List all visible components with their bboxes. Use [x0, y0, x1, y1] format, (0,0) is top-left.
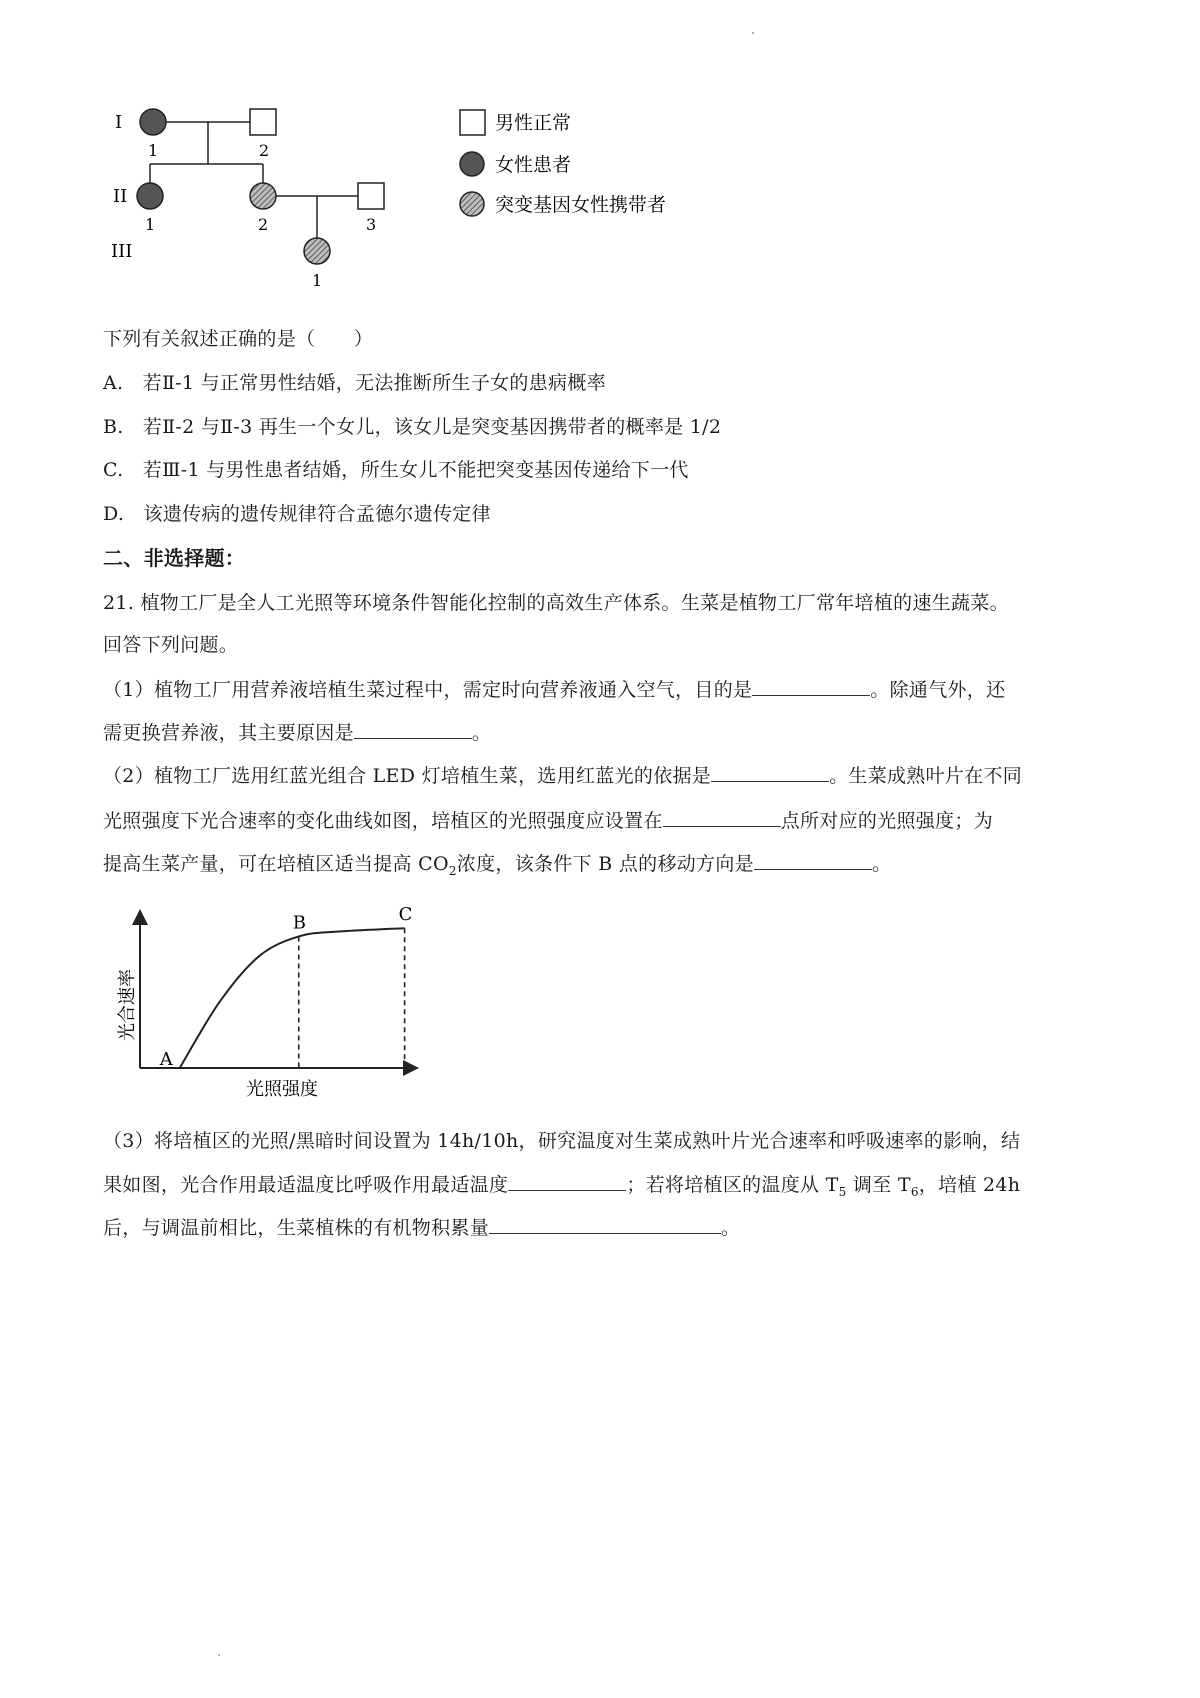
legend-hatched-circle-icon: [460, 192, 484, 216]
individual-I-1: [140, 109, 166, 135]
legend-label-female-patient: 女性患者: [495, 154, 572, 176]
generation-label-3: III: [111, 241, 133, 262]
individual-II-3: [358, 183, 384, 209]
individual-II-1: [137, 183, 163, 209]
answer-blank[interactable]: [508, 1172, 626, 1191]
question-21-intro-cont: 回答下列问题。: [103, 634, 239, 656]
question-stem: 下列有关叙述正确的是（ ）: [103, 328, 374, 350]
individual-III-1: [304, 238, 330, 264]
option-c: C. 若Ⅲ-1 与男性患者结婚，所生女儿不能把突变基因传递给下一代: [103, 459, 689, 481]
point-label-b: B: [292, 912, 306, 934]
part-3-text: ，培植 24h: [918, 1174, 1021, 1196]
part-3-line-1: （3）将培植区的光照/黑暗时间设置为 14h/10h，研究温度对生菜成熟叶片光合速率和呼吸速率的影响，结: [103, 1130, 1021, 1152]
section-heading: 二、非选择题：: [103, 546, 246, 570]
legend-label-normal-male: 男性正常: [495, 112, 572, 134]
part-1-text: 。除通气外，还: [870, 679, 1006, 701]
scan-speck: [752, 32, 754, 34]
question-21-intro: 21. 植物工厂是全人工光照等环境条件智能化控制的高效生产体系。生菜是植物工厂常年培植的速生蔬菜。: [103, 592, 1009, 614]
part-1-text: 需更换营养液，其主要原因是: [103, 722, 354, 744]
pedigree-diagram: [105, 100, 755, 330]
part-1-text: 。: [471, 722, 492, 744]
part-2-text: 。生菜成熟叶片在不同: [829, 765, 1023, 787]
answer-blank[interactable]: [754, 851, 872, 870]
subscript: 6: [910, 1184, 919, 1199]
part-1-text: （1）植物工厂用营养液培植生菜过程中，需定时向营养液通入空气，目的是: [103, 679, 753, 701]
part-3-line-2: [103, 1172, 1020, 1205]
generation-label-2: II: [113, 186, 128, 207]
individual-number: 2: [258, 215, 269, 234]
x-axis-label: 光照强度: [246, 1079, 318, 1100]
part-3-text: 调至 T: [846, 1174, 911, 1196]
answer-blank[interactable]: [711, 763, 829, 782]
answer-blank[interactable]: [489, 1215, 721, 1234]
individual-number: 1: [145, 215, 156, 234]
part-2-text: 点所对应的光照强度；为: [780, 810, 994, 832]
individual-I-2: [250, 109, 276, 135]
subscript: 5: [838, 1184, 847, 1199]
part-2-text: （2）植物工厂选用红蓝光组合 LED 灯培植生菜，选用红蓝光的依据是: [103, 765, 712, 787]
answer-blank[interactable]: [752, 677, 870, 696]
photosynthesis-curve: [180, 928, 405, 1068]
individual-II-2: [250, 183, 276, 209]
part-1-line-1: [103, 677, 1005, 703]
part-2-text: 提高生菜产量，可在培植区适当提高 CO: [103, 853, 449, 875]
legend-label-female-carrier: 突变基因女性携带者: [495, 194, 667, 216]
individual-number: 3: [366, 215, 377, 234]
part-2-text: 。: [871, 853, 892, 875]
part-3-text: ；若将培植区的温度从 T: [626, 1174, 839, 1196]
photosynthesis-chart: [110, 905, 430, 1110]
answer-blank[interactable]: [663, 808, 781, 827]
individual-number: 1: [312, 271, 323, 290]
individual-number: 1: [148, 141, 159, 160]
part-2-text: 浓度，该条件下 B 点的移动方向是: [456, 853, 754, 875]
option-d: D. 该遗传病的遗传规律符合孟德尔遗传定律: [103, 503, 491, 525]
part-3-text: 后，与调温前相比，生菜植株的有机物积累量: [103, 1217, 490, 1239]
pedigree-svg: [105, 100, 755, 330]
part-2-line-1: [103, 763, 1022, 789]
part-3-text: 。: [721, 1217, 741, 1239]
scan-speck: [218, 1654, 220, 1656]
chart-svg: [110, 905, 430, 1110]
part-3-text: 果如图，光合作用最适温度比呼吸作用最适温度: [103, 1174, 509, 1196]
point-label-c: C: [398, 905, 413, 926]
point-label-a: A: [159, 1049, 173, 1070]
subscript: 2: [448, 863, 457, 878]
part-1-line-2: [103, 720, 491, 746]
part-3-line-3: [103, 1215, 740, 1241]
generation-label-1: I: [115, 112, 123, 133]
option-b: B. 若Ⅱ-2 与Ⅱ-3 再生一个女儿，该女儿是突变基因携带者的概率是 1/2: [103, 416, 722, 438]
individual-number: 2: [259, 141, 270, 160]
part-2-line-3: [103, 851, 891, 884]
y-axis-label: 光合速率: [117, 969, 138, 1041]
legend-square-icon: [460, 110, 485, 135]
part-2-text: 光照强度下光合速率的变化曲线如图，培植区的光照强度应设置在: [103, 810, 663, 832]
option-a: A. 若Ⅱ-1 与正常男性结婚，无法推断所生子女的患病概率: [103, 372, 606, 394]
legend-filled-circle-icon: [460, 152, 484, 176]
answer-blank[interactable]: [354, 720, 472, 739]
part-2-line-2: [103, 808, 993, 834]
